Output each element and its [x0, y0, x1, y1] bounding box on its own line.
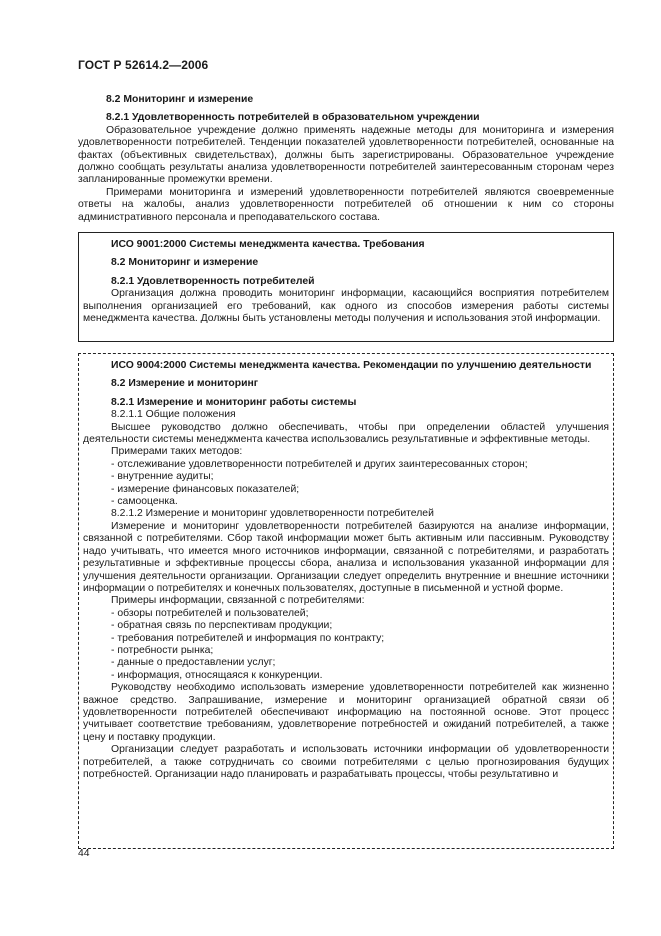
- list-item: - обзоры потребителей и пользователей;: [111, 607, 309, 619]
- list-item: - данные о предоставлении услуг;: [111, 657, 276, 669]
- quote-subclause: 8.2.1.1 Общие положения: [111, 409, 236, 421]
- list-item: - отслеживание удовлетворенности потребителей и других заинтересованных сторон;: [111, 458, 528, 470]
- list-item: - требования потребителей и информация по контракту;: [111, 632, 385, 644]
- quote-subclause: 8.2.1.2 Измерение и мониторинг удовлетворенности потребителей: [111, 508, 434, 520]
- list-intro: Примеры информации, связанной с потребителями:: [111, 595, 365, 607]
- paragraph: Примерами мониторинга и измерений удовлетворенности потребителей являются своевременные ответы на жалобы, анализ удовлетворенности потребителей об отношении к ним со стороны административного персонала и преподавательского состава.: [78, 186, 614, 223]
- list-item: - информация, относящаяся к конкуренции.: [111, 669, 323, 681]
- quote-section-heading: 8.2 Мониторинг и измерение: [111, 257, 259, 269]
- section-heading: 8.2 Мониторинг и измерение: [106, 94, 254, 105]
- document-id-header: ГОСТ Р 52614.2—2006: [78, 58, 209, 72]
- list-item: - потребности рынка;: [111, 644, 214, 656]
- quote-section-heading: 8.2 Измерение и мониторинг: [111, 378, 259, 390]
- list-intro: Примерами таких методов:: [111, 446, 243, 458]
- quote-paragraph: Руководству необходимо использовать измерение удовлетворенности потребителей как жизненно важное средство. Запрашивание, измерение и мониторинг организацией обратной связи об удовлетворенности потребителей обеспечивают информацию на постоянной основе. Этот процесс учитывает соответствие требованиям, удовлетворение потребностей и ожиданий потребителей, а также цену и поставку продукции.: [83, 682, 609, 743]
- iso-9004-quote-box: [78, 353, 614, 849]
- list-item: - внутренние аудиты;: [111, 471, 214, 483]
- quote-paragraph: Организация должна проводить мониторинг информации, касающийся восприятия потребителем выполнения организацией его требований, как одного из способов измерения работы системы менеджмента качества. Должны быть установлены методы получения и использования этой информации.: [83, 288, 609, 325]
- quote-paragraph: Организации следует разработать и использовать источники информации об удовлетворенности потребителей, а также сотрудничать со своими потребителями с целью прогнозирования будущих потребностей. Организации надо планировать и разрабатывать процессы, чтобы результативно и: [83, 744, 609, 780]
- quote-subsection-heading: 8.2.1 Измерение и мониторинг работы системы: [111, 396, 357, 408]
- list-item: - обратная связь по перспективам продукции;: [111, 620, 333, 632]
- quote-title: ИСО 9001:2000 Системы менеджмента качества. Требования: [111, 239, 425, 250]
- iso-9001-quote-box: [78, 232, 614, 342]
- paragraph: Образовательное учреждение должно применять надежные методы для мониторинга и измерения удовлетворенности потребителей. Тенденции показателей удовлетворенности потребителей, основанные на фактах (объективных свидетельствах), должны быть зарегистрированы. Образовательное учреждение должно сообщать результаты анализа удовлетворенности потребителей заинтересованным сторонам через запланированные промежутки времени.: [78, 124, 614, 186]
- quote-title: ИСО 9004:2000 Системы менеджмента качества. Рекомендации по улучшению деятельности: [111, 360, 592, 371]
- quote-paragraph: Высшее руководство должно обеспечивать, чтобы при определении областей улучшения деятельности системы менеджмента качества использовались результативные и эффективные методы.: [83, 421, 609, 446]
- list-item: - самооценка.: [111, 496, 178, 508]
- main-section: [78, 94, 614, 224]
- page-number: 44: [78, 848, 90, 859]
- subsection-heading: 8.2.1 Удовлетворенность потребителей в образовательном учреждении: [106, 112, 480, 124]
- list-item: - измерение финансовых показателей;: [111, 483, 300, 495]
- quote-paragraph: Измерение и мониторинг удовлетворенности потребителей базируются на анализе информации, связанной с потребителями. Сбор такой информации может быть активным или пассивным. Руководству надо учитывать, что имеется много источников информации, связанной с потребителями, и разработать результативные и эффективные процессы сбора, анализа и использования указанной информации для улучшения деятельности организации. Организации следует определить внутренние и внешние источники информации о потребителях и конечных пользователях, доступные в письменной и устной форме.: [83, 520, 609, 594]
- quote-subsection-heading: 8.2.1 Удовлетворенность потребителей: [111, 275, 315, 287]
